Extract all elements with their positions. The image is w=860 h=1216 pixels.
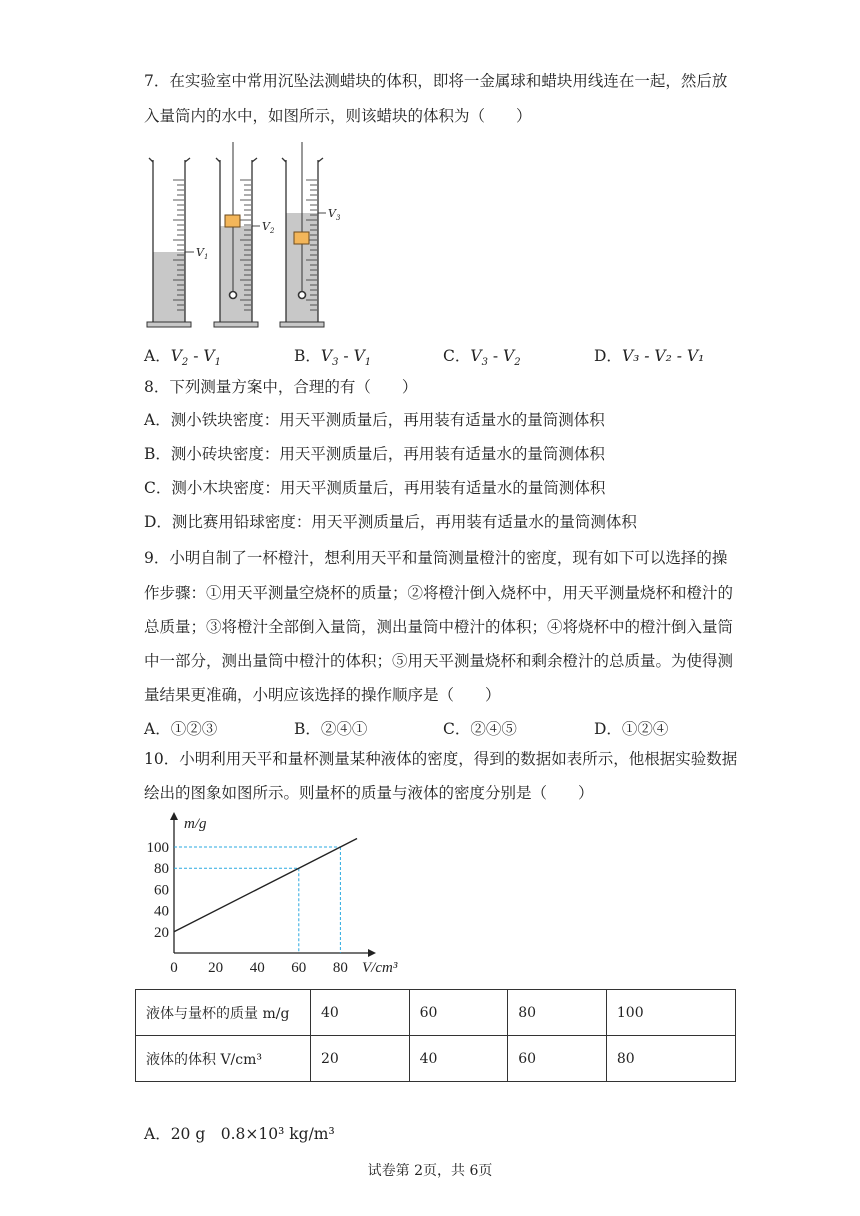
q8-option-a[interactable]: A．测小铁块密度：用天平测质量后，再用装有适量水的量筒测体积 bbox=[144, 411, 605, 429]
q10-stem-line1: 10．小明利用天平和量杯测量某种液体的密度，得到的数据如表所示，他根据实验数据 bbox=[144, 750, 738, 768]
cylinder-2 bbox=[214, 142, 275, 327]
y-tick-label: 60 bbox=[154, 882, 169, 899]
q10-stem-line2: 绘出的图象如图所示。则量杯的质量与液体的密度分别是（ ） bbox=[144, 784, 594, 802]
x-tick-label: 60 bbox=[291, 960, 307, 976]
q9-stem-line4: 中一部分，测出量筒中橙汁的体积；⑤用天平测量烧杯和剩余橙汁的总质量。为使得测 bbox=[144, 652, 734, 670]
label-v2: $V_2$ bbox=[262, 220, 275, 235]
table-row bbox=[136, 990, 736, 1036]
q9-option-c[interactable]: C．②④⑤ bbox=[443, 720, 517, 738]
y-axis-label: m/g bbox=[184, 816, 207, 832]
page-footer: 试卷第 2页，共 6页 bbox=[367, 1163, 493, 1179]
x-axis-arrow bbox=[368, 949, 376, 957]
table-row bbox=[136, 1036, 736, 1082]
label-v3: $V_3$ bbox=[328, 207, 341, 222]
table-cell: 液体与量杯的质量 m/g bbox=[136, 990, 311, 1036]
label-v1: $V_1$ bbox=[196, 246, 209, 261]
q8-option-d[interactable]: D．测比赛用铅球密度：用天平测质量后，再用装有适量水的量筒测体积 bbox=[144, 513, 637, 531]
table-cell: 60 bbox=[508, 1036, 607, 1082]
cylinder-1 bbox=[147, 158, 208, 327]
y-tick-label: 100 bbox=[146, 840, 169, 856]
q7-stem-line1: 7．在实验室中常用沉坠法测蜡块的体积，即将一金属球和蜡块用线连在一起，然后放 bbox=[144, 72, 728, 90]
table-cell: 80 bbox=[606, 1036, 735, 1082]
cylinders-figure bbox=[140, 140, 360, 330]
table-cell: 40 bbox=[311, 990, 410, 1036]
q8-option-c[interactable]: C．测小木块密度：用天平测质量后，再用装有适量水的量筒测体积 bbox=[144, 479, 606, 497]
table-cell: 80 bbox=[508, 990, 607, 1036]
q8-option-b[interactable]: B．测小砖块密度：用天平测质量后，再用装有适量水的量筒测体积 bbox=[144, 445, 605, 463]
q7-option-b[interactable]: B．$V_3 - V_1$ bbox=[294, 347, 372, 369]
series-line bbox=[174, 839, 357, 932]
q9-stem-line5: 量结果更准确，小明应该选择的操作顺序是（ ） bbox=[144, 686, 501, 704]
q9-option-a[interactable]: A．①②③ bbox=[144, 720, 218, 738]
table-cell: 40 bbox=[409, 1036, 508, 1082]
q9-stem-line2: 作步骤：①用天平测量空烧杯的质量；②将橙汁倒入烧杯中，用天平测量烧杯和橙汁的 bbox=[144, 584, 734, 602]
x-tick-label: 80 bbox=[332, 960, 348, 976]
q7-option-c[interactable]: C．$V_3 - V_2$ bbox=[443, 347, 521, 369]
x-axis-label: V/cm³ bbox=[362, 960, 398, 976]
y-axis-arrow bbox=[170, 812, 178, 820]
q9-stem-line3: 总质量；③将橙汁全部倒入量筒，测出量筒中橙汁的体积；④将烧杯中的橙汁倒入量筒 bbox=[144, 618, 734, 636]
x-tick-label: 20 bbox=[208, 960, 224, 976]
cylinder-3 bbox=[280, 142, 341, 327]
data-table bbox=[135, 989, 736, 1082]
y-tick-label: 20 bbox=[154, 924, 169, 941]
q7-stem-line2: 入量筒内的水中，如图所示，则该蜡块的体积为（ ） bbox=[144, 107, 532, 125]
y-tick-label: 40 bbox=[154, 903, 169, 920]
metal-ball-2 bbox=[230, 292, 237, 299]
x-tick-label: 40 bbox=[249, 960, 265, 976]
y-tick-label: 80 bbox=[154, 861, 169, 878]
x-tick-label: 0 bbox=[170, 960, 178, 976]
table-cell: 液体的体积 V/cm³ bbox=[136, 1036, 311, 1082]
q10-option-a[interactable]: A．20 g 0.8×10³ kg/m³ bbox=[144, 1125, 335, 1143]
wax-block-3 bbox=[294, 232, 309, 244]
table-cell: 100 bbox=[606, 990, 735, 1036]
mass-volume-chart bbox=[140, 810, 440, 985]
cylinder-1-water bbox=[153, 252, 185, 322]
q7-option-a[interactable]: A．$V_2 - V_1$ bbox=[144, 347, 221, 369]
table-cell: 60 bbox=[409, 990, 508, 1036]
q8-stem: 8．下列测量方案中，合理的有（ ） bbox=[144, 378, 418, 396]
wax-block-2 bbox=[225, 215, 240, 227]
q7-option-d[interactable]: D．V₃ - V₂ - V₁ bbox=[594, 347, 705, 365]
q9-stem-line1: 9．小明自制了一杯橙汁，想利用天平和量筒测量橙汁的密度，现有如下可以选择的操 bbox=[144, 549, 728, 567]
q9-option-d[interactable]: D．①②④ bbox=[594, 720, 669, 738]
metal-ball-3 bbox=[299, 292, 306, 299]
table-cell: 20 bbox=[311, 1036, 410, 1082]
q9-option-b[interactable]: B．②④① bbox=[294, 720, 368, 738]
